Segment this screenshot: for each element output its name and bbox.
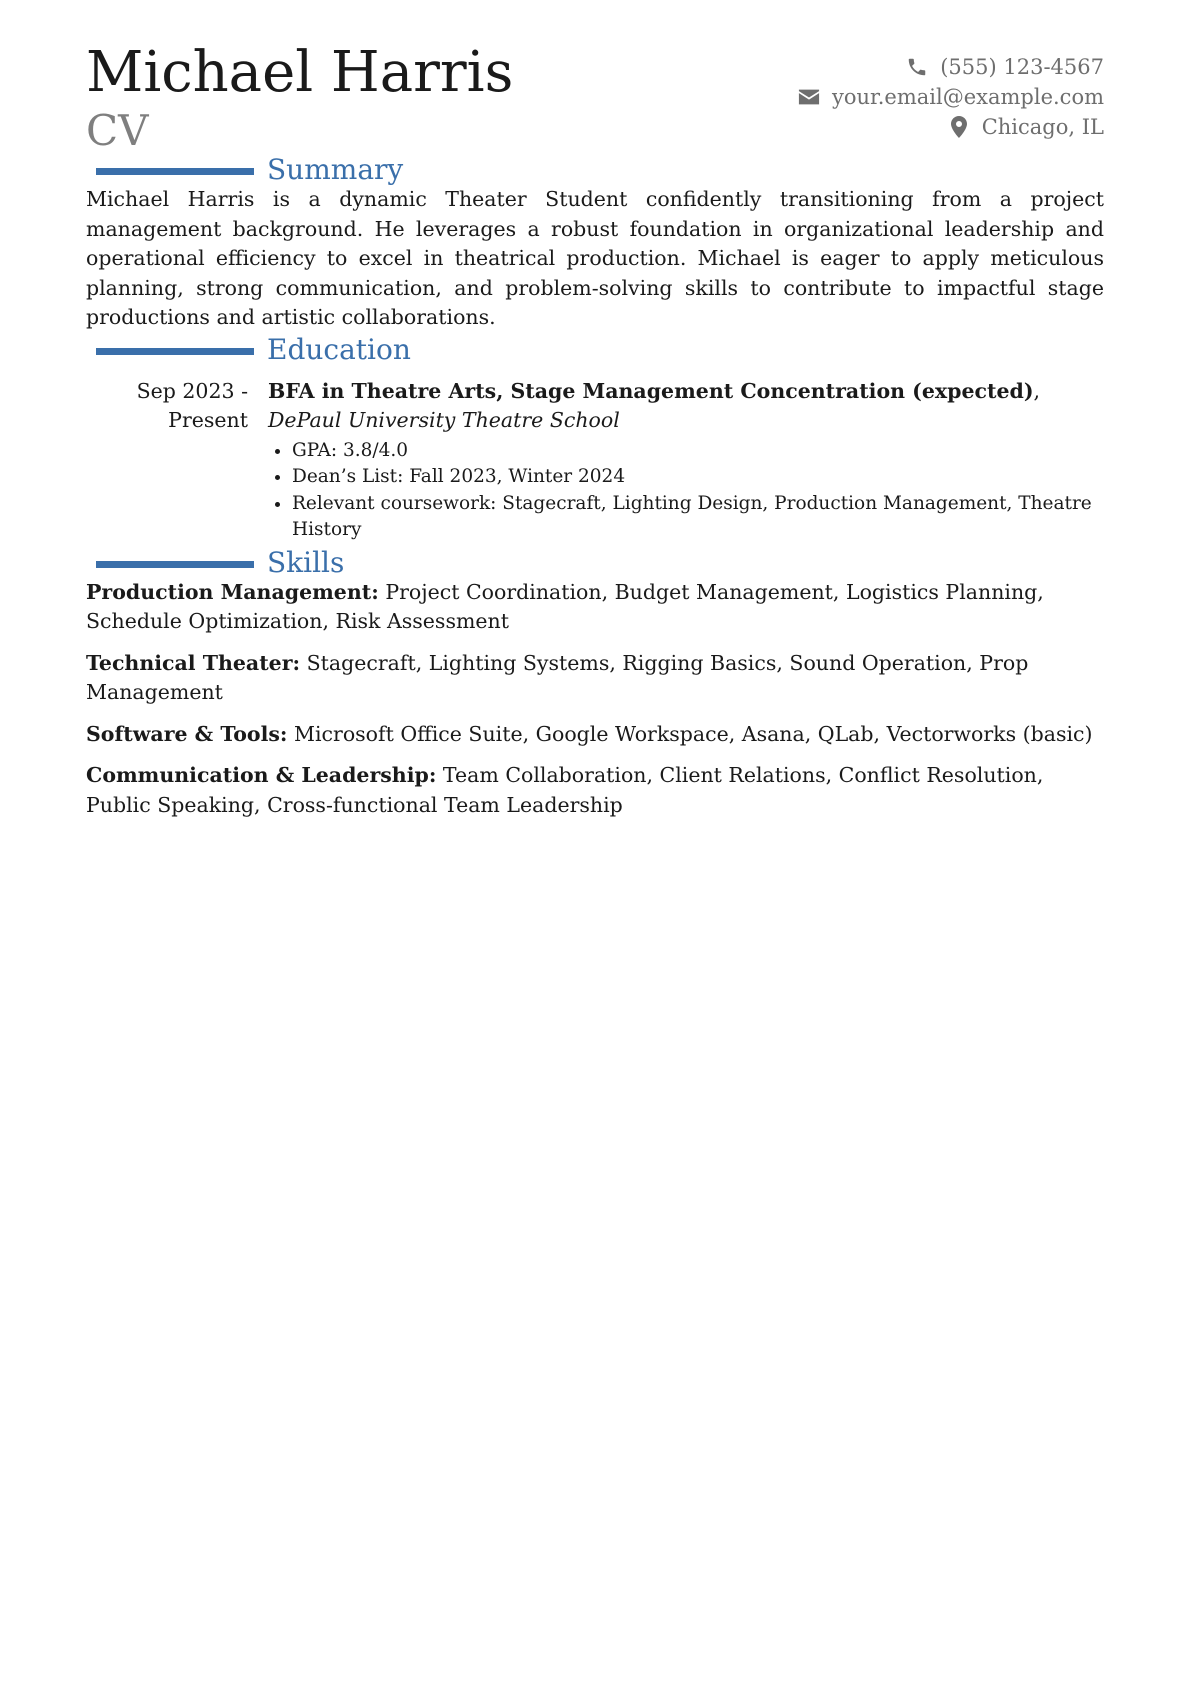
skill-line: [86, 649, 1104, 708]
school-name: DePaul University Theatre School: [268, 408, 620, 432]
education-heading-line: [268, 377, 1104, 436]
summary-section-heading: [96, 155, 1104, 187]
contact-email[interactable]: [798, 82, 1104, 112]
skill-line: [86, 578, 1104, 637]
skill-category: Communication & Leadership:: [86, 763, 437, 787]
degree-title: BFA in Theatre Arts, Stage Management Concentration (expected): [268, 378, 1034, 403]
skills-section-heading: [96, 545, 1104, 580]
education-section-heading: [96, 332, 1104, 367]
person-name: Michael Harris: [86, 40, 514, 105]
envelope-icon: [798, 86, 820, 108]
skill-line: [86, 720, 1104, 750]
education-bullets: [268, 438, 1104, 544]
section-rule: [96, 561, 254, 568]
education-entry: [86, 377, 1104, 544]
summary-text: Michael Harris is a dynamic Theater Student confidently transitioning from a project management background. He leverages a robust foundation in organizational leadership and operational efficiency to excel in theatrical production. Michael is eager to apply meticulous planning, strong communication, and problem-solving skills to contribute to impactful stage productions and artistic collaborations.: [86, 187, 1104, 329]
skill-values: Team Collaboration, Client Relations, Conflict Resolution, Public Speaking, Cross-functional Team Leadership: [86, 763, 1044, 817]
map-pin-icon: [948, 116, 970, 138]
education-details: [268, 377, 1104, 544]
degree-separator: ,: [1033, 378, 1041, 403]
skill-values: Stagecraft, Lighting Systems, Rigging Basics, Sound Operation, Prop Management: [86, 650, 1029, 704]
contact-phone[interactable]: [798, 52, 1104, 82]
skill-values: Microsoft Office Suite, Google Workspace, Asana, QLab, Vectorworks (basic): [287, 721, 1093, 746]
list-item: • Relevant coursework: Stagecraft, Lighting Design, Production Management, Theatre History: [292, 491, 1104, 544]
document-type-label: CV: [86, 106, 149, 155]
skill-values: Project Coordination, Budget Management, Logistics Planning, Schedule Optimization, Risk Assessment: [86, 579, 1044, 633]
cv-header: [86, 0, 1104, 155]
contact-location: [798, 112, 1104, 142]
contact-info: [798, 52, 1104, 142]
phone-icon: [906, 56, 928, 78]
skills-list: [86, 578, 1104, 821]
section-rule: [96, 168, 254, 175]
email-address: your.email@example.com: [831, 85, 1104, 109]
list-item: • Dean’s List: Fall 2023, Winter 2024: [292, 464, 1104, 491]
skill-line: [86, 761, 1104, 820]
phone-number: (555) 123-4567: [940, 55, 1104, 79]
section-title: Skills: [267, 545, 345, 579]
skill-category: Software & Tools:: [86, 721, 288, 746]
section-title: Education: [267, 332, 411, 366]
list-item: • GPA: 3.8/4.0: [292, 438, 1104, 465]
section-rule: [96, 348, 254, 355]
education-date-range: Sep 2023 - Present: [136, 378, 248, 432]
section-title: Summary: [267, 153, 404, 186]
location-text: Chicago, IL: [981, 115, 1104, 139]
skill-category: Production Management:: [86, 579, 379, 604]
skill-category: Technical Theater:: [86, 650, 301, 675]
